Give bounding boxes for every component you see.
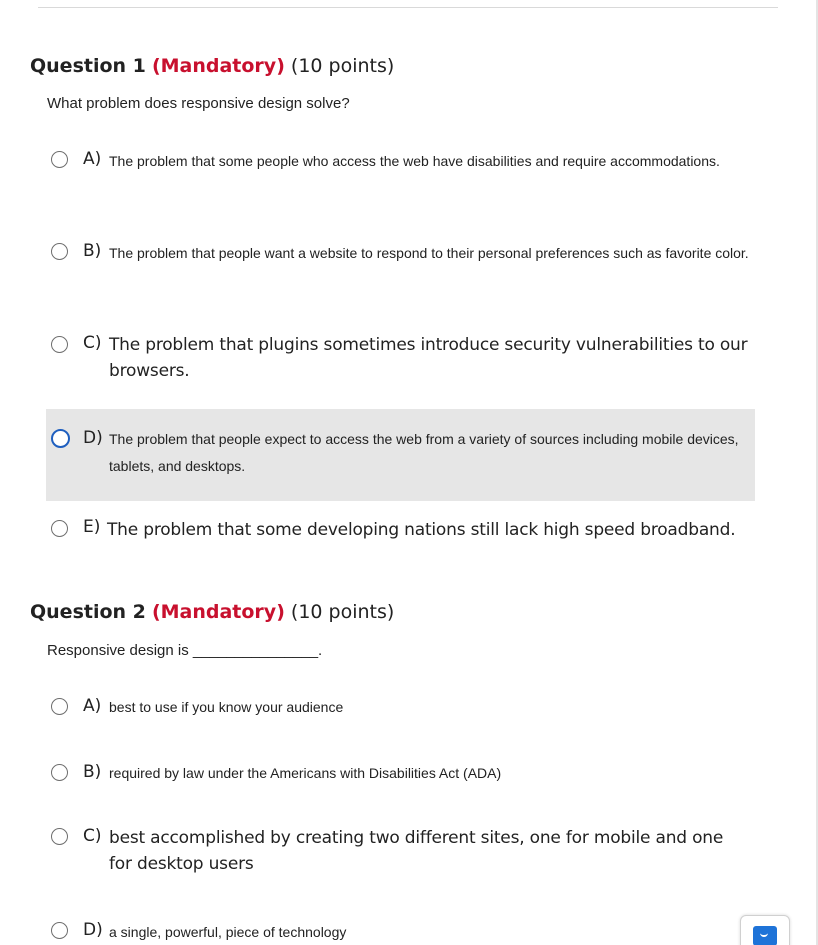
option-text: The problem that plugins sometimes introduce security vulnerabilities to our browsers. — [109, 335, 748, 381]
radio-button-icon[interactable] — [51, 151, 68, 168]
q1-option-b[interactable] — [46, 232, 755, 296]
q1-option-d[interactable] — [46, 409, 755, 501]
radio-button-icon[interactable] — [51, 828, 68, 845]
q1-option-c[interactable] — [46, 326, 755, 386]
question-title: Question 2 — [30, 601, 146, 623]
points-label: (10 points) — [290, 601, 395, 623]
option-letter: B) — [83, 762, 102, 782]
chat-widget-button[interactable] — [740, 915, 790, 945]
q1-option-e[interactable] — [46, 510, 755, 550]
option-letter: C) — [83, 333, 102, 353]
radio-button-icon[interactable] — [51, 698, 68, 715]
radio-button-icon[interactable] — [51, 520, 68, 537]
question-1-prompt: What problem does responsive design solve? — [47, 95, 350, 112]
option-text: The problem that some people who access the web have disabilities and require accommodations. — [109, 153, 720, 169]
mandatory-label: (Mandatory) — [151, 55, 285, 77]
radio-button-icon[interactable] — [51, 243, 68, 260]
question-1-header — [30, 54, 394, 78]
option-letter: A) — [83, 696, 102, 716]
option-letter: D) — [83, 428, 103, 448]
q2-option-d[interactable] — [46, 912, 755, 945]
q2-option-c[interactable] — [46, 818, 755, 884]
option-letter: B) — [83, 241, 102, 261]
option-letter: C) — [83, 826, 102, 846]
points-label: (10 points) — [290, 55, 395, 77]
option-letter: E) — [83, 517, 101, 537]
option-text: The problem that some developing nations still lack high speed broadband. — [107, 520, 736, 540]
q2-option-b[interactable] — [46, 753, 755, 793]
mandatory-label: (Mandatory) — [151, 601, 285, 623]
question-title: Question 1 — [30, 55, 146, 77]
q1-option-a[interactable] — [46, 140, 755, 204]
option-letter: A) — [83, 149, 102, 169]
option-text: best accomplished by creating two different sites, one for mobile and one for desktop users — [109, 828, 724, 874]
radio-button-icon[interactable] — [51, 429, 70, 448]
option-text: best to use if you know your audience — [109, 699, 344, 715]
option-text: The problem that people expect to access the web from a variety of sources including mobile devices, tablets, and desktops. — [109, 431, 739, 474]
question-2-prompt: Responsive design is _______________. — [47, 642, 323, 659]
question-2-header — [30, 600, 394, 624]
option-text: required by law under the Americans with Disabilities Act (ADA) — [109, 765, 502, 781]
chat-bubble-icon — [753, 926, 777, 945]
option-text: a single, powerful, piece of technology — [109, 924, 347, 940]
radio-button-icon[interactable] — [51, 336, 68, 353]
radio-button-icon[interactable] — [51, 764, 68, 781]
q2-option-a[interactable] — [46, 687, 755, 727]
radio-button-icon[interactable] — [51, 922, 68, 939]
top-divider — [38, 7, 778, 8]
option-letter: D) — [83, 920, 103, 940]
option-text: The problem that people want a website to respond to their personal preferences such as favorite color. — [109, 245, 749, 261]
